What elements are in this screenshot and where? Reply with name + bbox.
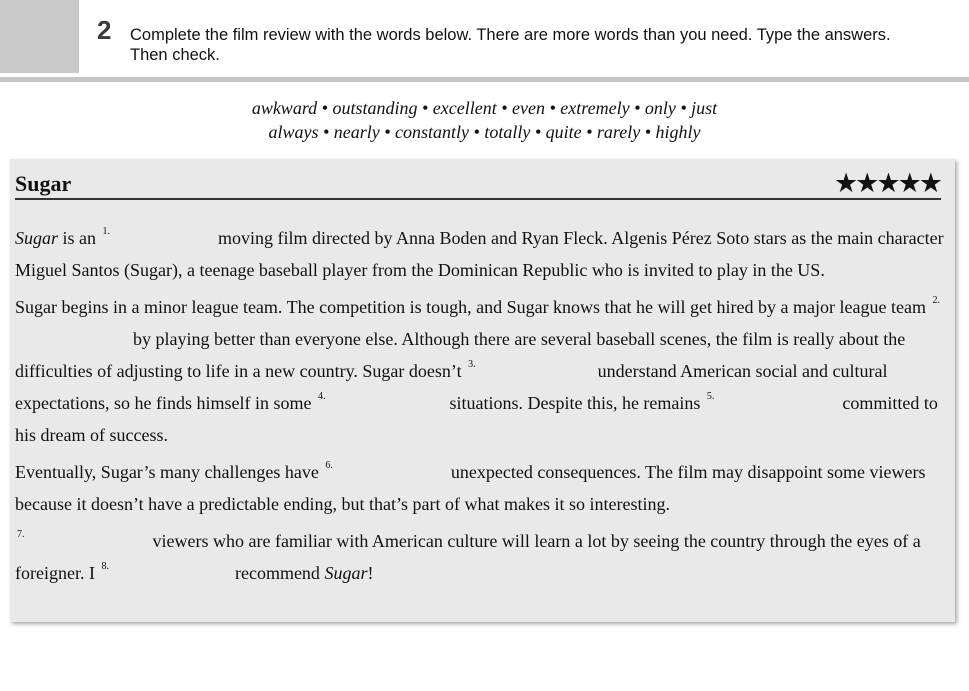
header-tab	[0, 0, 79, 73]
exercise-instruction: Complete the film review with the words below. There are more words than you need. Type the answers. Then check.	[130, 26, 891, 64]
film-title-italic: Sugar	[15, 228, 59, 248]
review-title: Sugar	[15, 171, 72, 196]
gap-number-8: 8.	[101, 561, 109, 572]
review-card	[10, 159, 955, 622]
review-text: recommend	[234, 563, 325, 583]
word-bank	[0, 96, 969, 144]
gap-number-7: 7.	[17, 529, 25, 540]
gap-number-4: 4.	[317, 391, 326, 402]
review-text: moving film directed by Anna Boden and Ryan Fleck. Algenis Pérez Soto stars as the main character Miguel Santos (Sugar), a teenage baseball player from the Dominican Republic who is invited to play in the US.	[15, 228, 944, 280]
gap-number-2: 2.	[932, 295, 940, 306]
review-text: situations. Despite this, he remains	[449, 393, 705, 413]
review-paragraph-2	[15, 291, 945, 451]
review-paragraph-4	[15, 525, 945, 589]
film-title-italic: Sugar	[324, 563, 368, 583]
review-text: understand American social and cultural expectations, so he finds himself in some	[15, 361, 888, 413]
review-text: !	[367, 563, 374, 583]
review-text: unexpected consequences. The film may disappoint some viewers because it doesn’t have a predictable ending, but that’s part of what makes it so interesting.	[15, 462, 926, 514]
gap-number-3: 3.	[468, 359, 476, 370]
review-text: viewers who are familiar with American culture will learn a lot by seeing the country through the eyes of a foreigner. I	[15, 531, 921, 583]
review-body	[15, 222, 945, 589]
gap-number-1: 1.	[102, 226, 111, 237]
exercise-header	[0, 0, 969, 82]
review-text: is an	[58, 228, 101, 248]
word-bank-line-2: always • nearly • constantly • totally • quite • rarely • highly	[268, 122, 701, 142]
review-text: Eventually, Sugar’s many challenges have	[15, 462, 324, 482]
review-paragraph-1	[15, 222, 945, 286]
gap-number-5: 5.	[706, 391, 715, 402]
exercise-number: 2	[97, 15, 112, 45]
header-divider	[0, 77, 969, 82]
review-paragraph-3	[15, 456, 945, 520]
review-text: by playing better than everyone else. Although there are several baseball scenes, the film is really about the difficulties of adjusting to life in a new country. Sugar doesn’t	[15, 329, 906, 381]
title-divider	[15, 198, 941, 200]
review-text: committed to his dream of success.	[15, 393, 938, 445]
review-text: Sugar begins in a minor league team. The competition is tough, and Sugar knows that he will get hired by a major league team	[15, 297, 931, 317]
star-rating-icon: ★★★★★	[833, 168, 940, 198]
gap-number-6: 6.	[325, 460, 333, 471]
word-bank-line-1: awkward • outstanding • excellent • even • extremely • only • just	[251, 98, 718, 118]
